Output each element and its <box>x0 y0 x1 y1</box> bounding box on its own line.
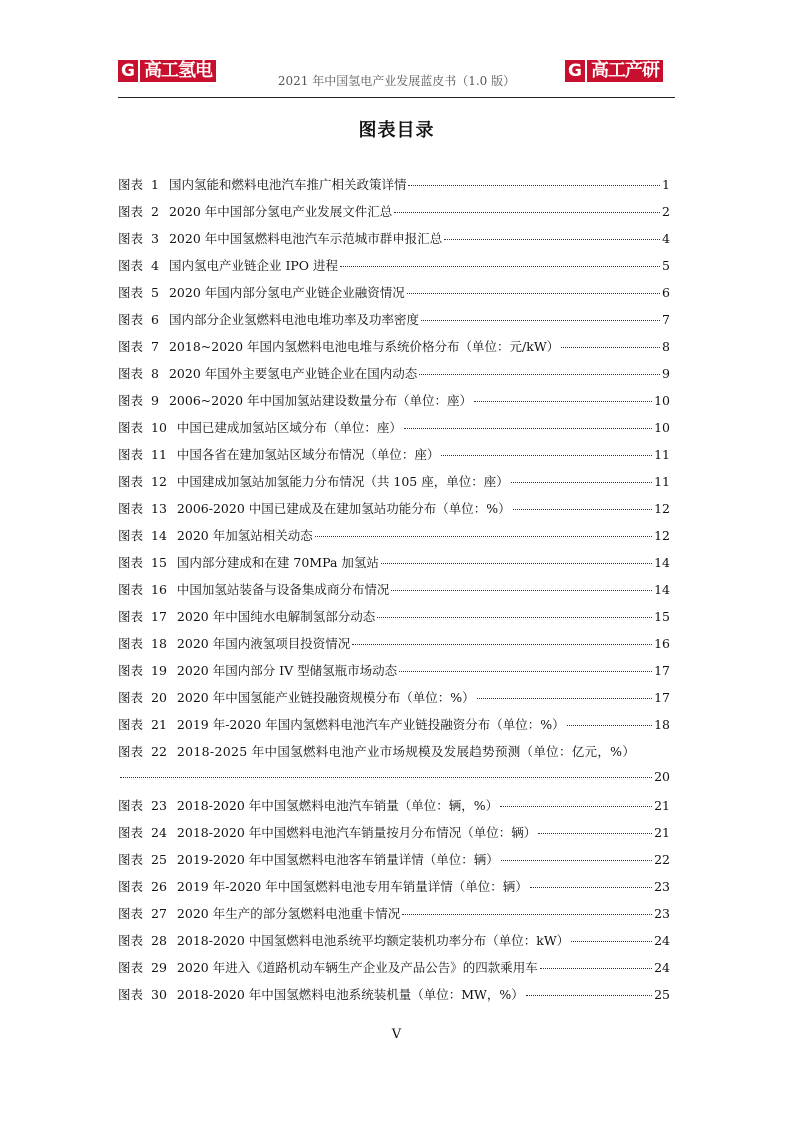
toc-entry-label: 图表 <box>118 474 144 489</box>
toc-entry[interactable] <box>118 364 670 391</box>
toc-entry-title: 2018-2020 年中国燃料电池汽车销量按月分布情况（单位：辆） <box>176 825 537 840</box>
toc-entry-label: 图表 <box>118 555 144 570</box>
toc-entry-title: 国内氢电产业链企业 IPO 进程 <box>168 258 339 273</box>
page-title: 图表目录 <box>358 120 435 141</box>
toc-entry-page: 22 <box>654 852 670 867</box>
toc-entry-title: 2020 年进入《道路机动车辆生产企业及产品公告》的四款乘用车 <box>176 960 538 975</box>
toc-entry[interactable] <box>118 607 670 634</box>
toc-entry-page: 14 <box>654 555 670 570</box>
toc-entry-title: 2019-2020 年中国氢燃料电池客车销量详情（单位：辆） <box>176 852 499 867</box>
toc-entry-title: 2018-2025 年中国氢燃料电池产业市场规模及发展趋势预测（单位：亿元，%） <box>176 744 636 759</box>
toc-entry-number: 14 <box>151 528 167 543</box>
toc-dot-leader <box>402 913 652 915</box>
toc-entry-number: 11 <box>151 447 167 462</box>
toc-entry-number: 9 <box>151 393 159 408</box>
toc-dot-leader <box>419 373 660 375</box>
toc-entry-number: 13 <box>151 501 167 516</box>
toc-entry-page: 14 <box>654 582 670 597</box>
toc-dot-leader <box>120 776 652 778</box>
toc-dot-leader <box>500 805 652 807</box>
toc-entry-page: 21 <box>654 825 670 840</box>
toc-entry-label: 图表 <box>118 528 144 543</box>
toc-dot-leader <box>513 508 652 510</box>
toc-dot-leader <box>315 535 652 537</box>
toc-dot-leader <box>408 184 660 186</box>
toc-entry-label: 图表 <box>118 825 144 840</box>
toc-entry-page: 24 <box>654 960 670 975</box>
toc-entry-label: 图表 <box>118 393 144 408</box>
toc-entry[interactable] <box>118 742 670 796</box>
toc-entry-title: 国内氢能和燃料电池汽车推广相关政策详情 <box>168 177 407 192</box>
toc-entry-label: 图表 <box>118 312 144 327</box>
toc-entry-title: 2006~2020 年中国加氢站建设数量分布（单位：座） <box>168 393 473 408</box>
toc-entry-title: 2018-2020 年中国氢燃料电池汽车销量（单位：辆，%） <box>176 798 499 813</box>
toc-entry-number: 15 <box>151 555 167 570</box>
header-divider <box>118 97 675 98</box>
toc-entry[interactable] <box>118 580 670 607</box>
toc-entry-title: 2020 年国内部分氢电产业链企业融资情况 <box>168 285 405 300</box>
toc-entry[interactable] <box>118 877 670 904</box>
toc-entry-label: 图表 <box>118 204 144 219</box>
toc-entry-page: 6 <box>662 285 670 300</box>
toc-entry-title: 2020 年生产的部分氢燃料电池重卡情况 <box>176 906 401 921</box>
toc-entry-title: 2020 年中国氢燃料电池汽车示范城市群申报汇总 <box>168 231 443 246</box>
toc-entry-title: 2019 年-2020 年国内氢燃料电池汽车产业链投融资分布（单位：%） <box>176 717 565 732</box>
toc-entry-number: 28 <box>151 933 167 948</box>
toc-entry-number: 25 <box>151 852 167 867</box>
toc-entry-number: 30 <box>151 987 167 1002</box>
toc-entry-label: 图表 <box>118 798 144 813</box>
toc-dot-leader <box>394 211 660 213</box>
toc-entry-page: 12 <box>654 528 670 543</box>
toc-entry-label: 图表 <box>118 258 144 273</box>
toc-entry-page: 17 <box>654 663 670 678</box>
toc-dot-leader <box>340 265 660 267</box>
toc-entry-page: 2 <box>662 204 670 219</box>
toc-entry-page: 4 <box>662 231 670 246</box>
toc-entry-number: 23 <box>151 798 167 813</box>
toc-entry[interactable] <box>118 175 670 202</box>
toc-dot-leader <box>399 670 652 672</box>
toc-entry-label: 图表 <box>118 960 144 975</box>
toc-entry[interactable] <box>118 499 670 526</box>
toc-entry[interactable] <box>118 283 670 310</box>
toc-entry-title: 国内部分建成和在建 70MPa 加氢站 <box>176 555 379 570</box>
toc-entry-label: 图表 <box>118 366 144 381</box>
toc-dot-leader <box>511 481 652 483</box>
toc-entry[interactable] <box>118 931 670 958</box>
toc-entry-label: 图表 <box>118 177 144 192</box>
toc-entry-page: 11 <box>654 474 670 489</box>
toc-entry-page: 17 <box>654 690 670 705</box>
toc-entry-label: 图表 <box>118 879 144 894</box>
toc-entry[interactable] <box>118 256 670 283</box>
toc-dot-leader <box>421 319 660 321</box>
logo-mark: G <box>565 60 585 82</box>
toc-entry-label: 图表 <box>118 717 144 732</box>
toc-entry-number: 3 <box>151 231 159 246</box>
toc-entry[interactable] <box>118 904 670 931</box>
toc-entry-number: 21 <box>151 717 167 732</box>
toc-dot-leader <box>501 859 652 861</box>
toc-entry[interactable] <box>118 229 670 256</box>
toc-entry-label: 图表 <box>118 609 144 624</box>
toc-entry-number: 5 <box>151 285 159 300</box>
toc-dot-leader <box>381 562 652 564</box>
toc-dot-leader <box>407 292 660 294</box>
toc-entry-title: 中国各省在建加氢站区域分布情况（单位：座） <box>176 447 440 462</box>
toc-entry-page: 5 <box>662 258 670 273</box>
toc-entry[interactable] <box>118 958 670 985</box>
logo-text: 高工产研 <box>587 60 663 82</box>
toc-entry-title: 中国加氢站装备与设备集成商分布情况 <box>176 582 390 597</box>
toc-list <box>118 175 670 1012</box>
toc-dot-leader <box>477 697 653 699</box>
toc-entry-page: 24 <box>654 933 670 948</box>
toc-entry-number: 19 <box>151 663 167 678</box>
toc-entry-title: 2020 年国内部分 IV 型储氢瓶市场动态 <box>176 663 398 678</box>
toc-entry-title: 2020 年国内液氢项目投资情况 <box>176 636 351 651</box>
toc-entry-page: 18 <box>654 717 670 732</box>
toc-entry-number: 20 <box>151 690 167 705</box>
toc-entry-label: 图表 <box>118 663 144 678</box>
toc-entry-page: 11 <box>654 447 670 462</box>
toc-entry[interactable] <box>118 391 670 418</box>
toc-entry-title: 2020 年中国氢能产业链投融资规模分布（单位：%） <box>176 690 475 705</box>
toc-entry-page: 23 <box>654 906 670 921</box>
toc-entry-number: 12 <box>151 474 167 489</box>
toc-entry-number: 29 <box>151 960 167 975</box>
toc-dot-leader <box>526 994 652 996</box>
toc-entry-title: 2018-2020 中国氢燃料电池系统平均额定装机功率分布（单位：kW） <box>176 933 570 948</box>
toc-entry-label: 图表 <box>118 744 144 759</box>
toc-dot-leader <box>474 400 652 402</box>
toc-entry-label: 图表 <box>118 852 144 867</box>
toc-entry-page: 7 <box>662 312 670 327</box>
toc-entry-title: 2020 年国外主要氢电产业链企业在国内动态 <box>168 366 418 381</box>
toc-entry[interactable] <box>118 553 670 580</box>
toc-entry[interactable] <box>118 850 670 877</box>
toc-dot-leader <box>571 940 652 942</box>
toc-entry-number: 4 <box>151 258 159 273</box>
toc-entry-title: 2019 年-2020 年中国氢燃料电池专用车销量详情（单位：辆） <box>176 879 528 894</box>
toc-dot-leader <box>567 724 652 726</box>
toc-entry-page: 12 <box>654 501 670 516</box>
toc-entry[interactable] <box>118 310 670 337</box>
toc-entry-label: 图表 <box>118 285 144 300</box>
logo-mark: G <box>118 60 138 82</box>
toc-entry[interactable] <box>118 688 670 715</box>
toc-entry-title: 2020 年中国纯水电解制氢部分动态 <box>176 609 376 624</box>
toc-entry-page: 20 <box>654 769 670 784</box>
toc-entry-number: 6 <box>151 312 159 327</box>
toc-entry-number: 10 <box>151 420 167 435</box>
header-logo-right <box>565 58 663 84</box>
toc-dot-leader <box>538 832 652 834</box>
toc-entry[interactable] <box>118 715 670 742</box>
toc-entry-page: 8 <box>662 339 670 354</box>
toc-entry-number: 16 <box>151 582 167 597</box>
toc-entry-title: 中国建成加氢站加氢能力分布情况（共 105 座，单位：座） <box>176 474 509 489</box>
toc-dot-leader <box>391 589 652 591</box>
toc-entry-title: 2018~2020 年国内氢燃料电池电堆与系统价格分布（单位：元/kW） <box>168 339 560 354</box>
toc-entry[interactable] <box>118 337 670 364</box>
toc-entry[interactable] <box>118 985 670 1012</box>
toc-dot-leader <box>352 643 652 645</box>
toc-entry-label: 图表 <box>118 420 144 435</box>
toc-entry-number: 7 <box>151 339 159 354</box>
toc-entry-number: 17 <box>151 609 167 624</box>
toc-entry[interactable] <box>118 472 670 499</box>
toc-entry[interactable] <box>118 526 670 553</box>
toc-entry[interactable] <box>118 202 670 229</box>
toc-entry-page: 9 <box>662 366 670 381</box>
toc-entry[interactable] <box>118 796 670 823</box>
toc-dot-leader <box>377 616 652 618</box>
toc-entry-number: 1 <box>151 177 159 192</box>
toc-entry-number: 18 <box>151 636 167 651</box>
toc-entry-number: 26 <box>151 879 167 894</box>
toc-entry-label: 图表 <box>118 501 144 516</box>
toc-entry-label: 图表 <box>118 690 144 705</box>
toc-dot-leader <box>444 238 660 240</box>
toc-entry-number: 8 <box>151 366 159 381</box>
toc-entry-number: 24 <box>151 825 167 840</box>
toc-dot-leader <box>540 967 652 969</box>
toc-entry[interactable] <box>118 661 670 688</box>
toc-entry-page: 23 <box>654 879 670 894</box>
toc-entry[interactable] <box>118 418 670 445</box>
toc-entry-title: 国内部分企业氢燃料电池电堆功率及功率密度 <box>168 312 419 327</box>
toc-entry-page: 21 <box>654 798 670 813</box>
toc-entry-page: 16 <box>654 636 670 651</box>
page-number: V <box>391 1027 402 1042</box>
toc-entry-page: 1 <box>662 177 670 192</box>
toc-entry-title: 2018-2020 年中国氢燃料电池系统装机量（单位：MW，%） <box>176 987 524 1002</box>
toc-entry-page: 10 <box>654 420 670 435</box>
toc-entry-page: 15 <box>654 609 670 624</box>
toc-entry-title: 中国已建成加氢站区域分布（单位：座） <box>176 420 402 435</box>
header-title: 2021 年中国氢电产业发展蓝皮书（1.0 版） <box>277 74 516 88</box>
toc-entry-title: 2020 年中国部分氢电产业发展文件汇总 <box>168 204 393 219</box>
logo-text: 高工氢电 <box>140 60 216 82</box>
toc-entry-number: 2 <box>151 204 159 219</box>
toc-entry-label: 图表 <box>118 933 144 948</box>
toc-entry-label: 图表 <box>118 636 144 651</box>
toc-entry-number: 27 <box>151 906 167 921</box>
toc-entry-page: 10 <box>654 393 670 408</box>
toc-entry-title: 2006-2020 中国已建成及在建加氢站功能分布（单位：%） <box>176 501 511 516</box>
toc-entry-label: 图表 <box>118 906 144 921</box>
toc-entry[interactable] <box>118 823 670 850</box>
toc-entry[interactable] <box>118 445 670 472</box>
toc-entry[interactable] <box>118 634 670 661</box>
toc-dot-leader <box>441 454 652 456</box>
toc-dot-leader <box>530 886 652 888</box>
toc-entry-label: 图表 <box>118 231 144 246</box>
toc-entry-label: 图表 <box>118 582 144 597</box>
toc-entry-label: 图表 <box>118 447 144 462</box>
toc-entry-label: 图表 <box>118 339 144 354</box>
toc-entry-number: 22 <box>151 744 167 759</box>
toc-dot-leader <box>561 346 660 348</box>
toc-dot-leader <box>404 427 652 429</box>
toc-entry-page: 25 <box>654 987 670 1002</box>
toc-entry-title: 2020 年加氢站相关动态 <box>176 528 313 543</box>
toc-entry-label: 图表 <box>118 987 144 1002</box>
